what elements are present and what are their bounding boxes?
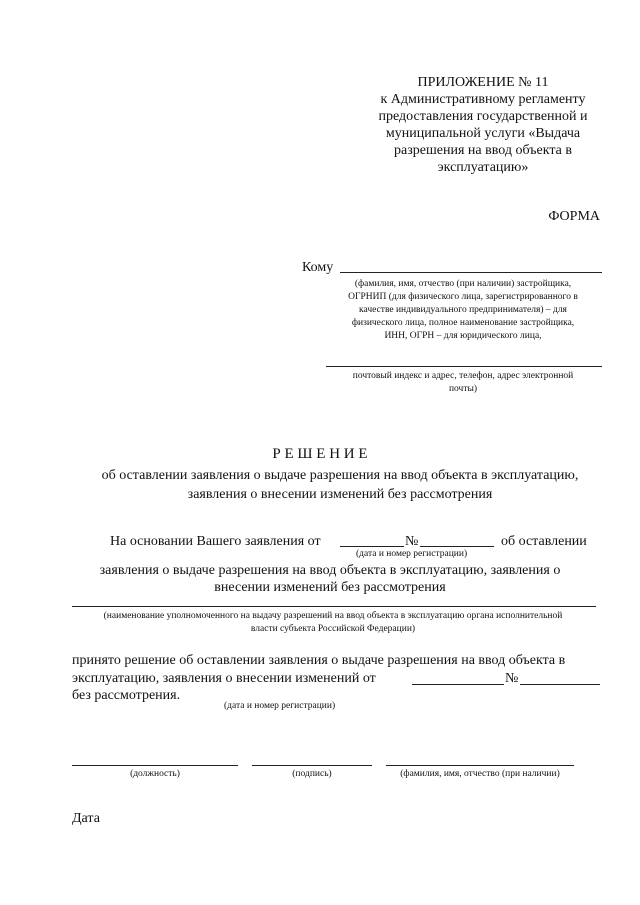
appendix-line-4: разрешения на ввод объекта в bbox=[394, 143, 572, 158]
basis-end: об оставлении bbox=[501, 534, 587, 549]
position-line bbox=[72, 765, 238, 766]
decision-line-3: без рассмотрения. bbox=[72, 688, 181, 703]
signature-line bbox=[252, 765, 372, 766]
decision-number-line bbox=[520, 684, 600, 685]
basis-cont-2: внесении изменений без рассмотрения bbox=[214, 580, 446, 595]
recipient-line bbox=[340, 272, 602, 273]
basis-number-line bbox=[420, 546, 494, 547]
decision-date-line bbox=[412, 684, 504, 685]
authority-hint: (наименование уполномоченного на выдачу разрешений на ввод объекта в эксплуатацию органа исполнительной власти субъекта Российской Федерации) bbox=[103, 611, 563, 634]
decision-line-1: принято решение об оставлении заявления о выдаче разрешения на ввод объекта в bbox=[72, 653, 566, 668]
reg-hint: (дата и номер регистрации) bbox=[356, 549, 468, 559]
appendix-line-2: предоставления государственной и bbox=[378, 109, 588, 124]
form-label: ФОРМА bbox=[548, 209, 600, 224]
basis-number-sign: № bbox=[405, 534, 419, 549]
decision-title: Р Е Ш Е Н И Е bbox=[272, 446, 368, 462]
recipient-address-line bbox=[326, 366, 602, 367]
decision-subtitle-1: об оставлении заявления о выдаче разрешения на ввод объекта в эксплуатацию, bbox=[101, 468, 579, 483]
basis-cont-1: заявления о выдаче разрешения на ввод объекта в эксплуатацию, заявления о bbox=[99, 563, 561, 578]
date-label: Дата bbox=[72, 811, 100, 826]
recipient-hint-1: (фамилия, имя, отчество (при наличии) застройщика, ОГРНИП (для физического лица, зарегистрированного в качестве индивидуального предпринимателя) – для физического лица, полное наименование застройщика, ИНН, ОГРН – для юридического лица, bbox=[348, 279, 578, 341]
reg-hint-2: (дата и номер регистрации) bbox=[224, 701, 336, 711]
appendix-line-1: к Административному регламенту bbox=[380, 92, 586, 107]
name-label: (фамилия, имя, отчество (при наличии) bbox=[400, 769, 560, 779]
basis-date-line bbox=[340, 546, 404, 547]
basis-start: На основании Вашего заявления от bbox=[110, 534, 321, 549]
authority-line bbox=[72, 606, 596, 607]
decision-number-sign: № bbox=[505, 671, 519, 686]
position-label: (должность) bbox=[130, 769, 180, 779]
decision-line-2: эксплуатацию, заявления о внесении изменений от bbox=[72, 671, 376, 686]
signature-label: (подпись) bbox=[292, 769, 332, 779]
appendix-line-3: муниципальной услуги «Выдача bbox=[385, 126, 581, 141]
recipient-to-label: Кому bbox=[302, 260, 334, 275]
appendix-number: ПРИЛОЖЕНИЕ № 11 bbox=[417, 75, 549, 90]
recipient-hint-2: почтовый индекс и адрес, телефон, адрес электронной почты) bbox=[352, 371, 574, 394]
name-line bbox=[386, 765, 574, 766]
decision-subtitle-2: заявления о внесении изменений без рассмотрения bbox=[187, 487, 493, 502]
appendix-line-5: эксплуатацию» bbox=[437, 160, 529, 175]
